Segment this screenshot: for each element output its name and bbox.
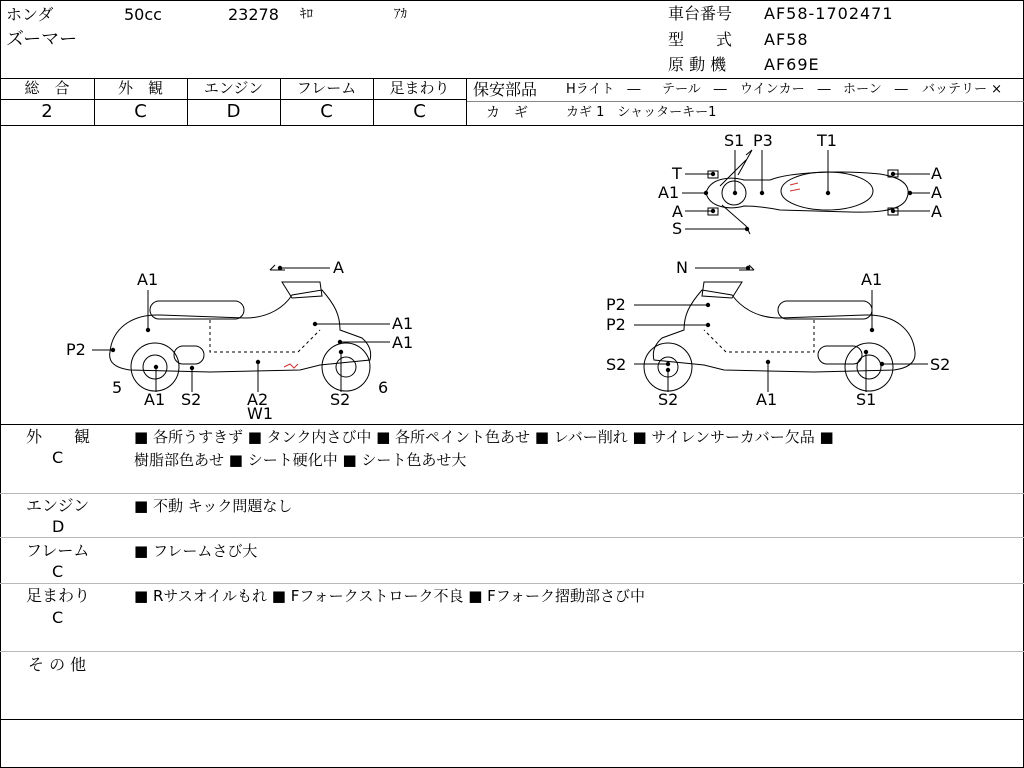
model-type-label: 型 式 [668,30,733,49]
safety-parts-label: 保安部品 [473,80,538,99]
dmg-label: A1 [756,390,778,409]
suspension-grade: C [52,608,64,627]
section-divider [0,583,1024,584]
key-label: カ ギ [486,105,528,121]
dmg-label: A [672,202,683,221]
dmg-label: P2 [606,315,626,334]
dmg-label: S2 [658,390,679,409]
suspension-title: 足まわり [26,586,91,605]
section-divider [0,651,1024,652]
frame-grade: C [52,562,64,581]
engine-grade: D [52,517,65,536]
dmg-label: A [931,164,942,183]
frame-number-label: 車台番号 [668,4,733,23]
dmg-label: A [931,202,942,221]
dmg-label: A [333,258,344,277]
grade-label-overall: 総 合 [24,79,70,97]
exterior-grade: C [52,448,64,467]
engine-note: ■ 不動 キック問題なし [134,497,293,515]
grade-label-exterior: 外 観 [117,79,163,97]
horn-status: ホーン ― [843,82,908,97]
grade-value-frame: C [320,101,333,122]
section-divider [0,493,1024,494]
dmg-label: S [672,219,683,238]
frame-note: ■ フレームさび大 [134,542,258,560]
dmg-label: A1 [392,314,414,333]
other-title: そ の 他 [28,655,87,674]
dmg-label: S2 [930,355,951,374]
grade-label-suspension: 足まわり [389,79,450,97]
model-type: AF58 [764,30,809,49]
body-color: ｱｶ [394,7,407,22]
exterior-note-line2: 樹脂部色あせ ■ シート硬化中 ■ シート色あせ大 [134,451,467,469]
dmg-label: 5 [112,378,123,397]
dmg-label: N [676,258,688,277]
dmg-label: S2 [606,355,627,374]
tail-status: テール ― [662,82,727,97]
headlight-status: Hライト ― [566,82,641,97]
dmg-label: W1 [247,404,273,423]
grade-value-exterior: C [134,101,147,122]
section-divider [0,537,1024,538]
battery-status: バッテリー × [922,82,1003,97]
engine-type-label: 原 動 機 [668,55,727,74]
grade-label-engine: エンジン [203,79,264,97]
grade-value-suspension: C [413,101,426,122]
dmg-label: P3 [753,131,773,150]
key-value: カギ 1 シャッターキー1 [566,105,717,120]
dmg-label: S2 [330,390,351,409]
dmg-label: 6 [378,378,389,397]
displacement: 50cc [124,5,162,24]
dmg-label: T [672,164,682,183]
dmg-label: S2 [181,390,202,409]
winker-status: ウインカー ― [740,82,831,97]
exterior-title: 外 観 [26,427,91,446]
dmg-label: A [931,183,942,202]
mileage: 23278 [228,5,279,24]
dmg-label: P2 [66,340,86,359]
engine-title: エンジン [26,496,90,515]
dmg-label: A1 [144,390,166,409]
exterior-note-line1: ■ 各所うすきず ■ タンク内さび中 ■ 各所ペイント色あせ ■ レバー削れ ■ サイレンサーカバー欠品 ■ [134,428,834,446]
dmg-label: A1 [861,270,883,289]
dmg-label: P2 [606,295,626,314]
dmg-label: A2 [247,390,269,409]
dmg-label: A1 [658,183,680,202]
suspension-note: ■ Rサスオイルもれ ■ Fフォークストローク不良 ■ Fフォーク摺動部さび中 [134,587,646,605]
dmg-label: S1 [856,390,877,409]
maker-name: ホンダ [6,5,54,24]
dmg-label: S1 [724,131,745,150]
other-bottom-border [0,719,1024,720]
grade-value-engine: D [226,101,241,122]
engine-type: AF69E [764,55,820,74]
mileage-unit: ｷﾛ [300,7,313,22]
dmg-label: A1 [392,333,414,352]
model-name: ズーマー [6,29,78,50]
dmg-label: T1 [817,131,837,150]
diagram-bottom-border [0,424,1024,425]
dmg-label: A1 [137,270,159,289]
grade-value-overall: 2 [41,101,53,122]
grade-label-frame: フレーム [296,79,357,97]
frame-title: フレーム [26,541,90,560]
frame-number: AF58-1702471 [764,4,894,23]
